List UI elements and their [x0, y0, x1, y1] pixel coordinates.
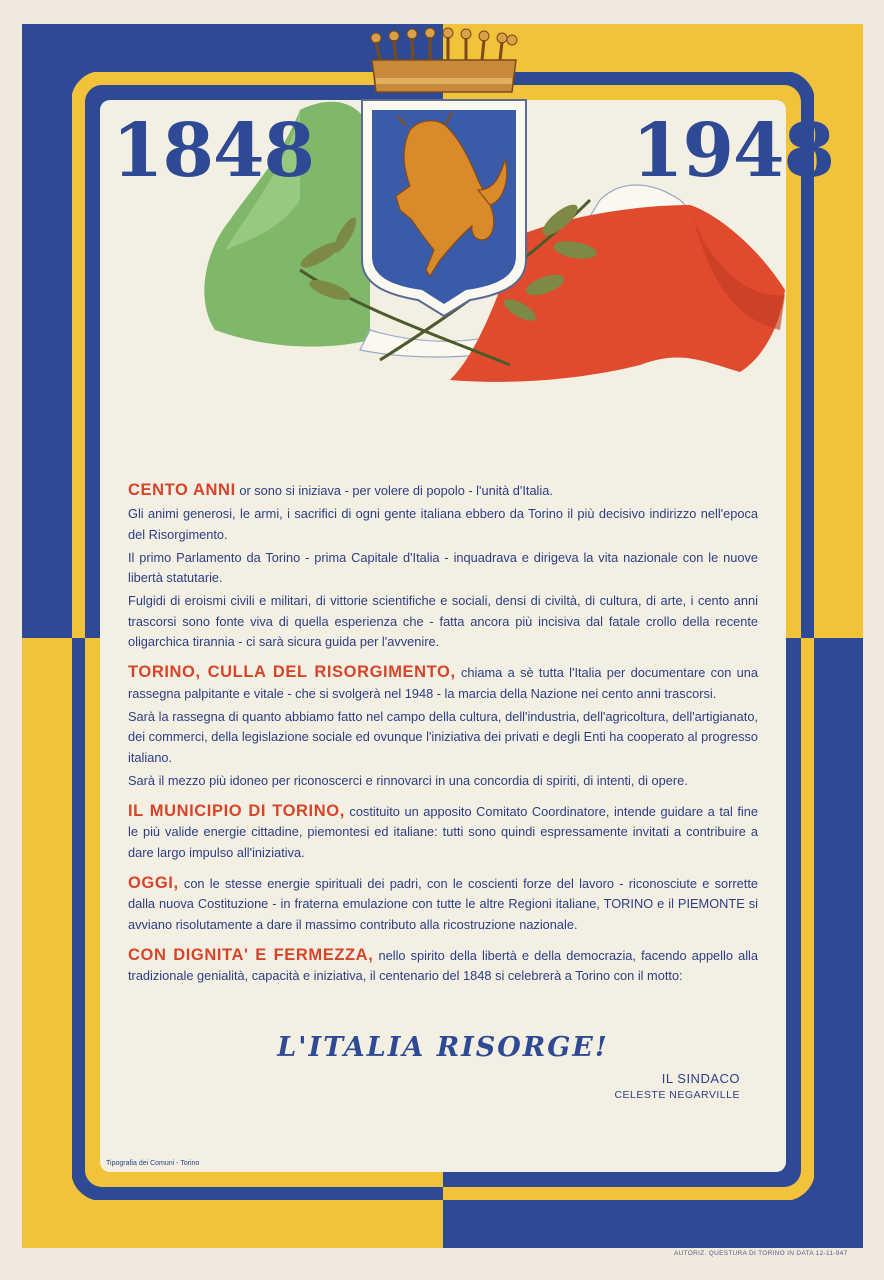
paragraph: [128, 771, 758, 791]
authorization-note: AUTORIZ. QUESTURA DI TORINO IN DATA 12-11-947: [674, 1250, 848, 1257]
paragraph-lead: TORINO, CULLA DEL RISORGIMENTO,: [128, 663, 456, 682]
paragraph-text: con le stesse energie spirituali dei padri, con le coscienti forze del lavoro - riconosciute e sorrette dalla nuova Costituzione - in fraterna emulazione con tutte le altre Regioni italiane, TORINO e il PIEMONTE si avviano risolutamente a dare il massimo contributo alla ricostruzione nazionale.: [128, 876, 758, 932]
paragraph: [128, 873, 758, 935]
year-right: 1948: [632, 108, 834, 194]
paragraph-text: Fulgidi di eroismi civili e militari, di vittorie scientifiche e sociali, densi di civiltà, di cultura, di arte, i cento anni trascorsi sono fonte viva di quella esperienza che - fatta ancora più incisiva dal fatale crollo della recente oligarchica tirannia - ci sarà sicura guida per l'avvenire.: [128, 593, 758, 650]
paragraph: [128, 591, 758, 652]
paragraph: [128, 662, 758, 704]
printer-imprint: Tipografia dei Comuni - Torino: [106, 1160, 200, 1167]
paragraph-text: chiama a sè tutta l'Italia per documentare con una rassegna palpitante e vitale - che si svolgerà nel 1948 - la marcia della Nazione nei cento anni trascorsi.: [128, 665, 758, 701]
paragraph-lead: IL MUNICIPIO DI TORINO,: [128, 802, 345, 821]
paragraph-text: Il primo Parlamento da Torino - prima Capitale d'Italia - inquadrava e dirigeva la vita nazionale con le nuove libertà statutarie.: [128, 549, 758, 586]
paragraph: [128, 480, 758, 501]
paragraph: [128, 801, 758, 863]
paragraph-text: Gli animi generosi, le armi, i sacrifici di ogni gente italiana ebbero da Torino il più decisivo indirizzo nell'epoca del Risorgimento.: [128, 506, 758, 542]
paragraph: [128, 504, 758, 545]
year-left: 1848: [112, 108, 314, 194]
crown-icon: [371, 28, 517, 92]
paragraph-text: Sarà il mezzo più idoneo per riconoscerci e rinnovarci in una concordia di spiriti, di intenti, di opere.: [128, 772, 688, 788]
paragraph-text: costituito un apposito Comitato Coordinatore, intende guidare a tal fine le più valide energie cittadine, piemontesi ed italiane: tutti sono quindi espressamente invitati a contribuire a dare largo impulso all'iniziativa.: [128, 804, 759, 860]
motto: L'ITALIA RISORGE!: [277, 1032, 609, 1063]
paragraph-lead: OGGI,: [128, 874, 179, 893]
paragraph-lead: CENTO ANNI: [128, 481, 236, 499]
paragraph-text: Sarà la rassegna di quanto abbiamo fatto nel campo della cultura, dell'industria, dell'agricoltura, dell'artigianato, dei commerci, della legislazione sociale ed ovunque l'iniziativa dei privati e degli Enti ha cooperato al progresso italiano.: [128, 708, 758, 765]
proclamation-text: [128, 480, 758, 990]
paragraph-text: or sono si iniziava - per volere di popolo - l'unità d'Italia.: [235, 483, 553, 498]
signature-title: IL SINDACO: [661, 1071, 740, 1086]
emblem-illustration: [0, 0, 884, 420]
paragraph: [128, 945, 758, 987]
paragraph-text: nello spirito della libertà e della democrazia, facendo appello alla tradizionale genialità, capacità e iniziativa, il centenario del 1848 si celebrerà a Torino con il motto:: [128, 947, 758, 984]
signature-name: CELESTE NEGARVILLE: [614, 1089, 740, 1101]
paragraph: [128, 707, 758, 768]
paragraph-lead: CON DIGNITA' E FERMEZZA,: [128, 945, 374, 964]
paragraph: [128, 548, 758, 589]
